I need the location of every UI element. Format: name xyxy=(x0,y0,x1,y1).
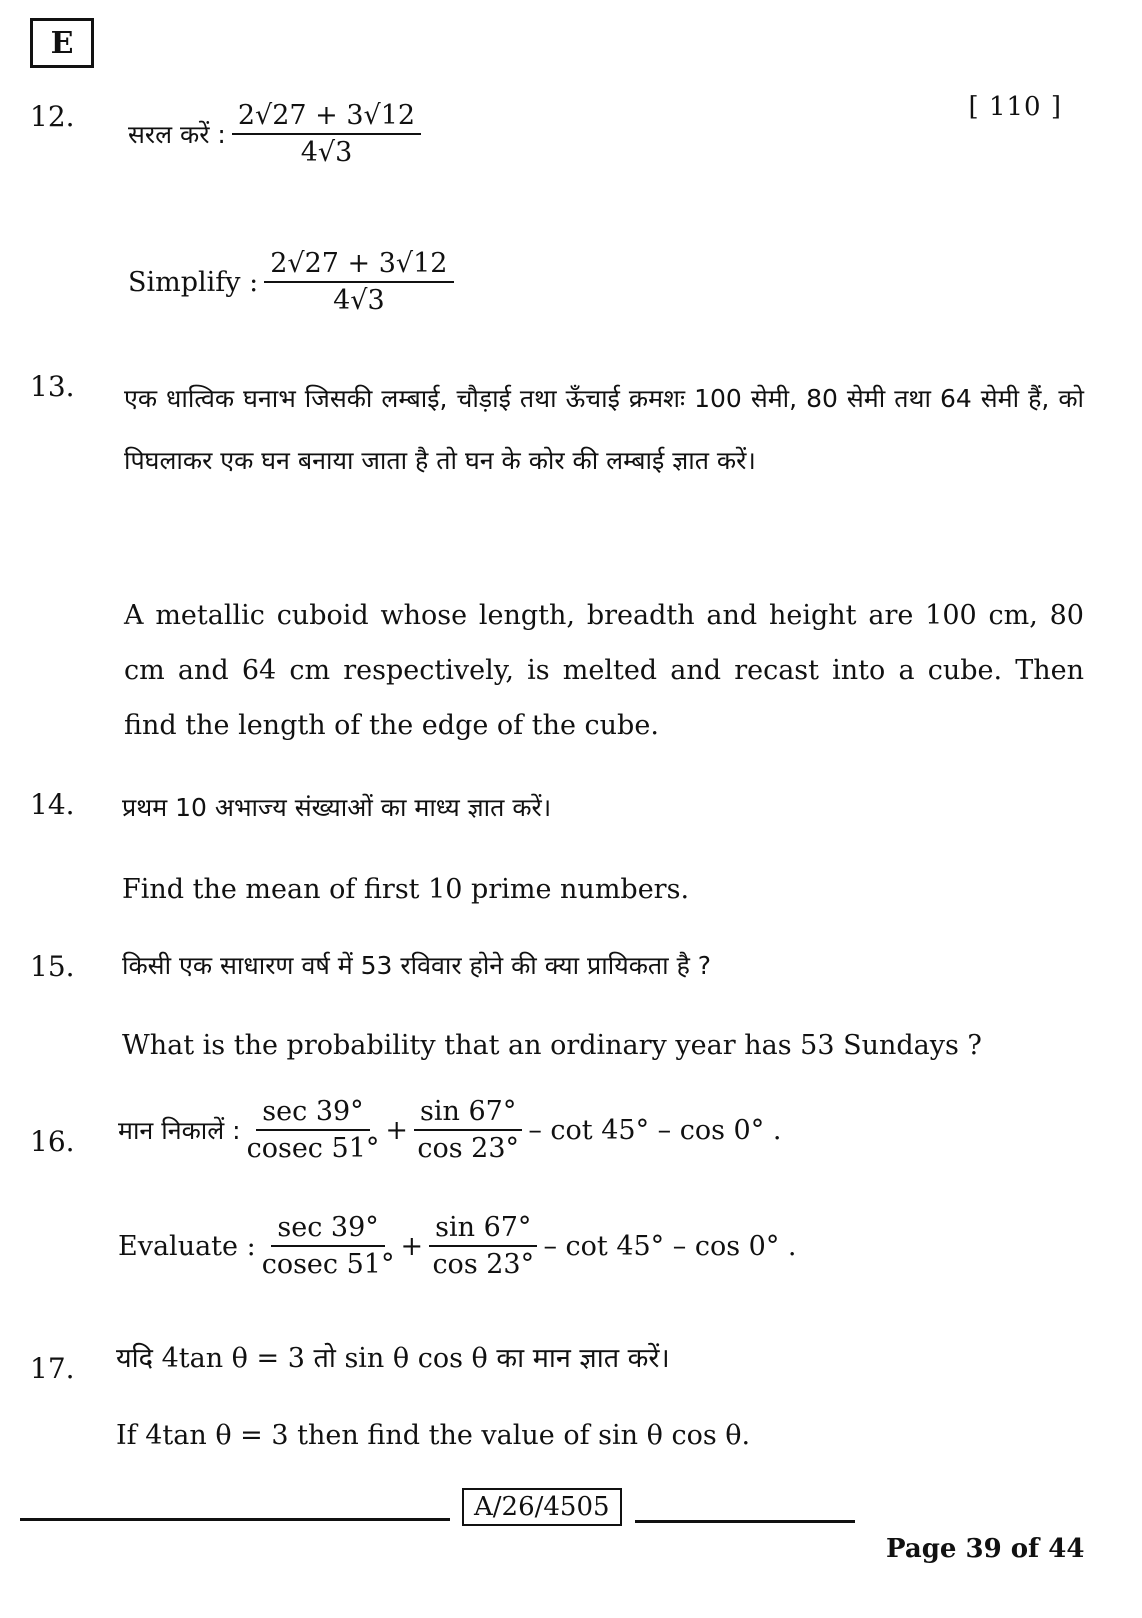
fraction xyxy=(264,248,453,316)
numerator: 2√27 + 3√12 xyxy=(264,248,453,283)
question-14-hindi: प्रथम 10 अभाज्य संख्याओं का माध्य ज्ञात करें। xyxy=(122,793,552,822)
question-13-hindi: एक धात्विक घनाभ जिसकी लम्बाई, चौड़ाई तथा ऊँचाई क्रमशः 100 सेमी, 80 सेमी तथा 64 सेमी हैं, को पिघलाकर एक घन बनाया जाता है तो घन के कोर की लम्बाई ज्ञात करें। xyxy=(124,384,1084,475)
question-15-english: What is the probability that an ordinary year has 53 Sundays ? xyxy=(122,1030,982,1061)
plus-sign: + xyxy=(400,1230,424,1262)
question-15-hindi: किसी एक साधारण वर्ष में 53 रविवार होने की क्या प्रायिकता है ? xyxy=(122,951,712,980)
question-12-hindi xyxy=(128,100,427,168)
numerator: sin 67° xyxy=(429,1212,537,1247)
footer-code: A/26/4505 xyxy=(462,1488,622,1526)
expression-tail: – cot 45° – cos 0° . xyxy=(543,1230,797,1262)
denominator: cos 23° xyxy=(432,1249,535,1280)
denominator: cosec 51° xyxy=(246,1133,380,1164)
question-17-english: If 4tan θ = 3 then find the value of sin θ cos θ. xyxy=(116,1420,751,1451)
denominator: cos 23° xyxy=(417,1133,519,1164)
question-number: 17. xyxy=(30,1352,75,1385)
numerator: 2√27 + 3√12 xyxy=(232,100,421,135)
fraction-sin xyxy=(429,1212,537,1280)
denominator: 4√3 xyxy=(300,137,353,168)
fraction-sec xyxy=(262,1212,395,1280)
expression-tail: – cot 45° – cos 0° . xyxy=(528,1114,782,1146)
english-prefix: Simplify : xyxy=(128,266,259,298)
hindi-prefix: मान निकालें : xyxy=(118,1116,241,1145)
question-number: 13. xyxy=(30,370,75,403)
footer-rule-right xyxy=(635,1520,855,1523)
page-code: [ 110 ] xyxy=(968,92,1062,122)
fraction-sec xyxy=(247,1096,380,1164)
question-12-english xyxy=(128,248,460,316)
series-box xyxy=(30,18,94,68)
numerator: sec 39° xyxy=(256,1096,369,1131)
page-number: Page 39 of 44 xyxy=(886,1534,1085,1564)
denominator: cosec 51° xyxy=(261,1249,395,1280)
question-13-english: A metallic cuboid whose length, breadth and height are 100 cm, 80 cm and 64 cm respectively, is melted and recast into a cube. Then find the length of the edge of the cube. xyxy=(124,600,1084,741)
numerator: sec 39° xyxy=(271,1212,384,1247)
question-16-hindi xyxy=(118,1096,781,1164)
question-14-english: Find the mean of first 10 prime numbers. xyxy=(122,874,690,905)
english-prefix: Evaluate : xyxy=(118,1230,256,1262)
question-16-english xyxy=(118,1212,797,1280)
fraction xyxy=(232,100,421,168)
fraction-sin xyxy=(414,1096,522,1164)
series-letter: E xyxy=(50,25,74,61)
plus-sign: + xyxy=(385,1114,408,1146)
numerator: sin 67° xyxy=(414,1096,522,1131)
denominator: 4√3 xyxy=(333,285,385,316)
question-number: 14. xyxy=(30,788,75,821)
hindi-prefix: सरल करें : xyxy=(128,120,226,149)
question-number: 16. xyxy=(30,1125,75,1158)
question-number: 12. xyxy=(30,100,75,133)
footer-rule-left xyxy=(20,1518,450,1521)
question-17-hindi: यदि 4tan θ = 3 तो sin θ cos θ का मान ज्ञात करें। xyxy=(116,1343,670,1374)
question-number: 15. xyxy=(30,950,75,983)
